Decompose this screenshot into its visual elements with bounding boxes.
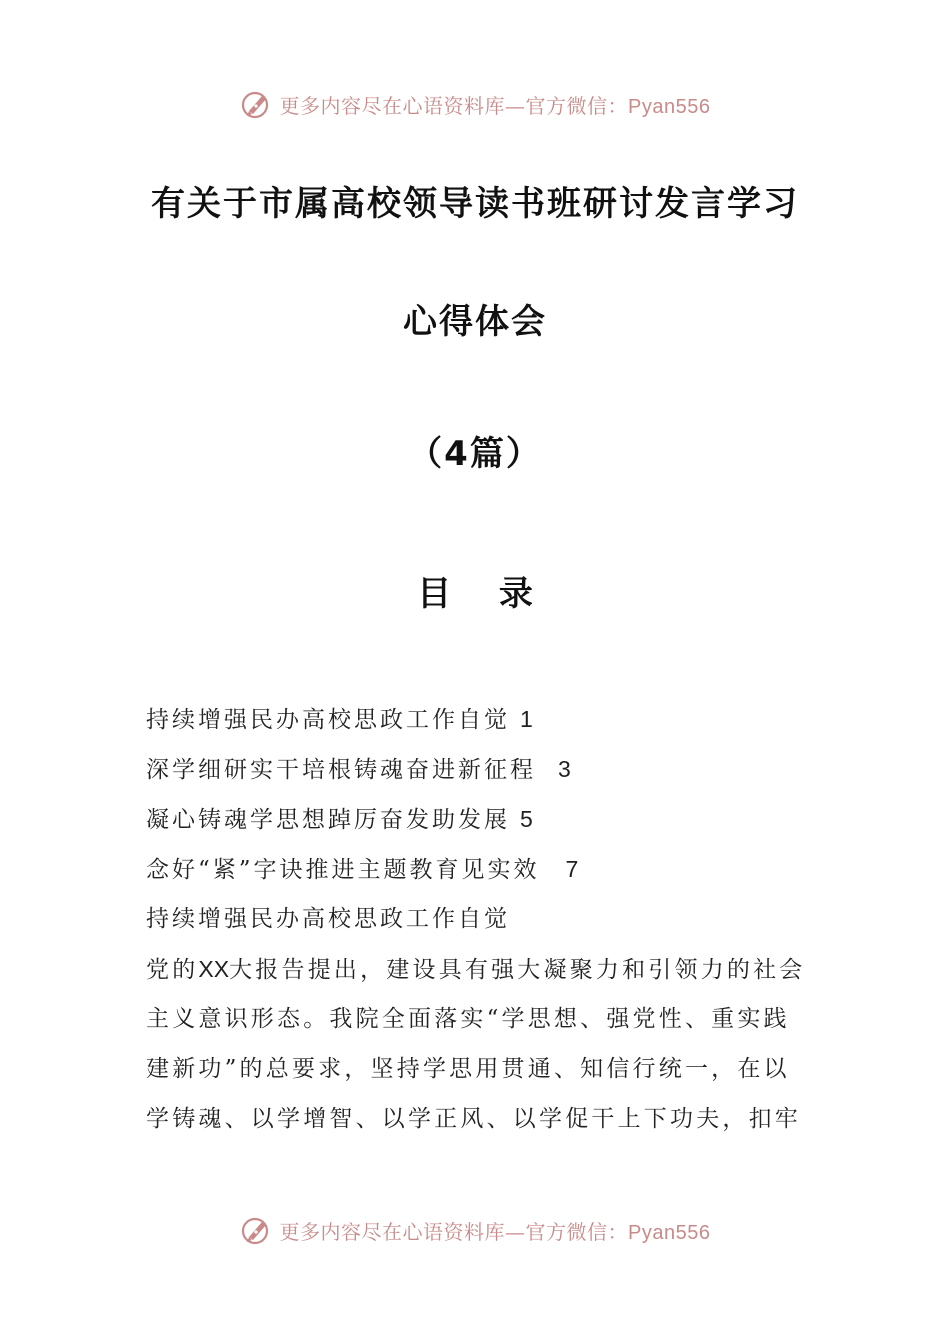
pen-nib-circle-icon <box>240 87 274 121</box>
toc-item-label: 持续增强民办高校思政工作自觉 <box>146 707 510 733</box>
document-title-line-1: 有关于市属高校领导读书班研讨发言学习 <box>151 184 799 224</box>
toc-heading: 目 录 <box>417 574 551 614</box>
article-paragraph-line: 主义意识形态。我院全面落实“学思想、强党性、重实践 <box>146 1006 790 1032</box>
toc-item[interactable] <box>146 750 826 800</box>
article-paragraph-line: 建新功”的总要求，坚持学思用贯通、知信行统一，在以 <box>146 1056 790 1082</box>
article-paragraph-line: 党的XX大报告提出，建设具有强大凝聚力和引领力的社会 <box>146 956 806 983</box>
toc-item-page: 7 <box>565 856 579 882</box>
table-of-contents <box>146 700 826 900</box>
document-title-line-2: 心得体会 <box>403 302 547 342</box>
toc-item-page: 1 <box>520 706 533 732</box>
header-banner <box>0 82 950 126</box>
article-body <box>146 900 806 1150</box>
article-heading: 持续增强民办高校思政工作自觉 <box>146 906 510 932</box>
toc-item[interactable] <box>146 700 826 750</box>
wechat-id: Pyan556 <box>628 95 711 118</box>
footer-banner <box>0 1208 950 1252</box>
toc-item[interactable] <box>146 800 826 850</box>
toc-item-label: 凝心铸魂学思想踔厉奋发助发展 <box>146 807 510 833</box>
toc-item-page: 5 <box>520 806 533 832</box>
toc-item-label: 深学细研实干培根铸魂奋进新征程 <box>146 757 536 783</box>
pen-nib-circle-icon <box>240 1213 274 1247</box>
document-count: （4篇） <box>408 434 542 474</box>
toc-item-page: 3 <box>558 756 571 782</box>
article-paragraph-line: 学铸魂、以学增智、以学正风、以学促干上下功夫，扣牢 <box>146 1106 801 1132</box>
wechat-id: Pyan556 <box>628 1221 711 1244</box>
banner-text: 更多内容尽在心语资料库—官方微信：Pyan556 <box>279 1219 711 1244</box>
banner-text: 更多内容尽在心语资料库—官方微信：Pyan556 <box>279 93 711 118</box>
toc-item[interactable] <box>146 850 826 900</box>
toc-item-label: 念好“紧”字诀推进主题教育见实效 <box>146 857 540 883</box>
